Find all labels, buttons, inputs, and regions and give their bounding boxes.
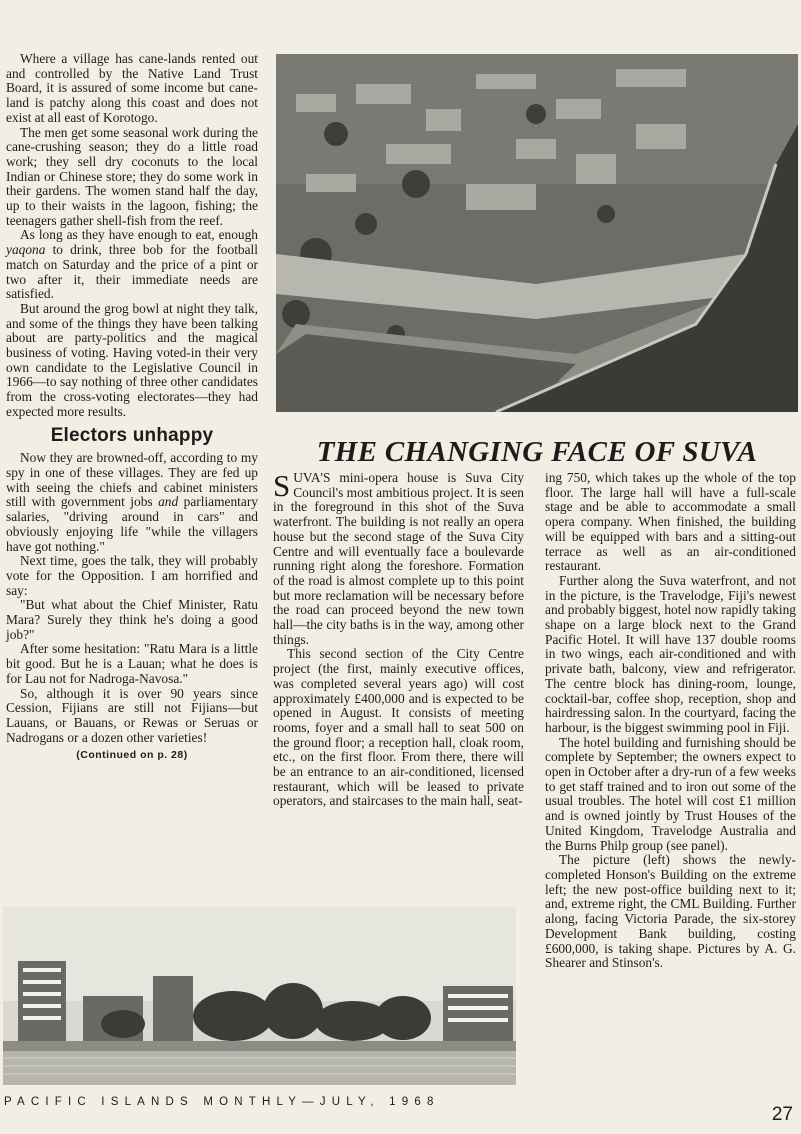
- paragraph: SUVA'S mini-opera house is Suva City Council's most ambitious project. It is seen in the foreground in this shot of the Suva waterfront. The building is not really an opera house but the second stage of the Suva City Centre and will eventually face a boulevarde running right along the foreshore. Formation of the road is almost complete up to this point but more reclamation will be necessary before the road can proceed beyond the new town hall—the city baths is in the way, among other things.: [273, 468, 524, 647]
- paragraph: After some hesitation: "Ratu Mara is a little bit good. But he is a Lauan; what he does is for Lau not for Nadroga-Navosa.": [6, 641, 258, 686]
- paragraph: ing 750, which takes up the whole of the top floor. The large hall will have a full-scale stage and be able to accommodate a small opera company. When finished, the building will be equipped with bars and a sitting-out terrace as well as an air-conditioned restaurant.: [545, 470, 796, 574]
- page-number: 27: [771, 1104, 793, 1125]
- section-subheading: Electors unhappy: [50, 424, 214, 446]
- aerial-photo-illustration: [276, 54, 798, 412]
- paragraph: The picture (left) shows the newly-completed Honson's Building on the extreme left; the new post-office building next to it; and, extreme right, the CML Building. Further along, facing Victoria Parade, the six-storey Development Bank building, costing £600,000, is taking shape. Pictures by A. G. Shearer and Stinson's.: [545, 852, 796, 971]
- article-column-middle: [273, 468, 524, 809]
- paragraph: The men get some seasonal work during the cane-crushing season; they do a little road work; they sell dry coconuts to the local Indian or Chinese store; they do some work in their gardens. The women stand half the day, up to their waists in the lagoon, fishing; the teenagers gather shell-fish from the reef.: [6, 124, 258, 228]
- paragraph: But around the grog bowl at night they talk, and some of the things they have been talking about are party-politics and the magical business of voting. Having voted-in their very own candidate to the Legislative Council in 1966—to say nothing of three other candidates from the cross-voting electorates—they had expected more results.: [6, 300, 258, 419]
- continued-note: (Continued on p. 28): [76, 749, 188, 762]
- paragraph: So, although it is over 90 years since Cession, Fijians are still not Fijians—but Lauans, or Bauans, or Rewas or Seruas or Nadrogans or a dozen other varieties!: [6, 685, 258, 745]
- waterfront-photo-illustration: [3, 906, 516, 1085]
- photo-waterfront-buildings: [3, 906, 516, 1085]
- article-headline: THE CHANGING FACE OF SUVA: [316, 436, 758, 468]
- magazine-footer: PACIFIC ISLANDS MONTHLY—JULY, 1968: [4, 1096, 440, 1108]
- drop-cap: S: [273, 468, 291, 503]
- paragraph: Next time, goes the talk, they will probably vote for the Opposition. I am horrified and say:: [6, 553, 258, 598]
- article-column-right: [545, 471, 796, 971]
- article-column-left: [6, 52, 258, 763]
- paragraph: Where a village has cane-lands rented out and controlled by the Native Land Trust Board, it is assured of some income but cane-land is patchy along this coast and does not exist at all east of Korotogo.: [6, 51, 258, 125]
- paragraph: Further along the Suva waterfront, and not in the picture, is the Travelodge, Fiji's newest and probably biggest, hotel now rapidly taking shape on a large block next to the Grand Pacific Hotel. It will have 137 double rooms in two wings, each air-conditioned and with private bath, balcony, view and refrigerator. The centre block has dining-room, lounge, cocktail-bar, coffee shop, reception, shop and hairdressing salon. In the courtyard, facing the harbour, is the biggest swimming pool in Fiji.: [545, 572, 796, 735]
- paragraph: Now they are browned-off, according to my spy in one of these villages. They are fed up with seeing the chiefs and cabinet ministers still with government jobs and parliamentary salaries, "driving around in cars" and obviously enjoying life "while the villagers have got nothing.": [6, 450, 258, 554]
- paragraph: This second section of the City Centre project (the first, mainly executive offices, was completed several years ago) will cost approximately £400,000 and is expected to be opened in August. It consists of meeting rooms, foyer and a small hall to seat 500 on the ground floor; a reception hall, cloak room, etc., on the first floor. From there, there will be an entrance to an air-conditioned, licensed restaurant, which will be leased to private operators, and staircases to the main hall, seat-: [273, 646, 524, 809]
- paragraph: "But what about the Chief Minister, Ratu Mara? Surely they think he's doing a good job?": [6, 597, 258, 642]
- paragraph: As long as they have enough to eat, enough yaqona to drink, three bob for the football match on Saturday and the price of a pint or two after it, their immediate needs are satisfied.: [6, 227, 258, 302]
- aerial-photo-suva-waterfront: [276, 54, 798, 412]
- paragraph: The hotel building and furnishing should be complete by September; the owners expect to open in October after a dry-run of a few weeks to get staff trained and to iron out some of the usual troubles. The hotel will cost £1 million and is owned jointly by Trust Houses of the United Kingdom, Travelodge Australia and the Burns Philp group (see panel).: [545, 734, 796, 853]
